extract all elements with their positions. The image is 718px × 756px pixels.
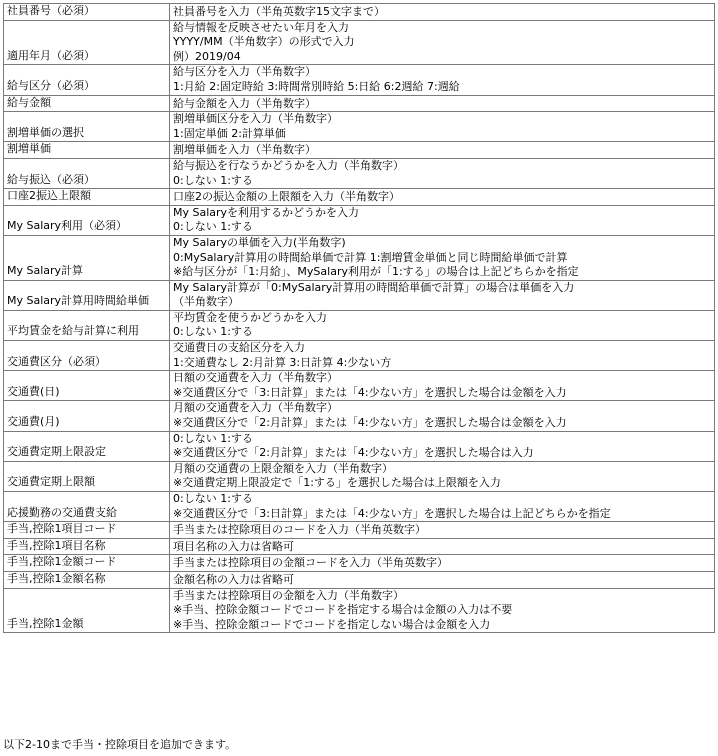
description-line: ※手当、控除金額コードでコードを指定する場合は金額の入力は不要 <box>173 603 513 617</box>
description-line: 0:しない 1:する <box>173 492 253 505</box>
field-name-cell: 手当,控除1金額名称 <box>4 571 170 588</box>
description-line: 口座2の振込金額の上限額を入力（半角数字） <box>173 190 400 204</box>
field-name-cell: 応援勤務の交通費支給 <box>4 492 170 522</box>
table-row <box>4 158 715 188</box>
field-description-cell <box>170 20 715 65</box>
description-line: 0:MySalary計算用の時間給単価で計算 1:割増賃金単価と同じ時間給単価で計算 <box>173 250 568 264</box>
field-name-cell: 交通費区分（必須） <box>4 341 170 371</box>
field-spec-table-body <box>4 4 715 633</box>
description-line: 割増単価区分を入力（半角数字） <box>173 112 338 126</box>
description-line: ※交通費区分で「3:日計算」または「4:少ない方」を選択した場合は金額を入力 <box>173 385 567 399</box>
table-row <box>4 235 715 280</box>
description-line: 0:しない 1:する <box>173 220 253 234</box>
field-description-cell <box>170 538 715 555</box>
field-description-cell <box>170 522 715 539</box>
description-line: ※交通費区分で「3:日計算」または「4:少ない方」を選択した場合は上記どちらかを指定 <box>173 506 611 520</box>
field-name-cell: 給与金額 <box>4 95 170 112</box>
table-row <box>4 65 715 95</box>
description-line: ※交通費区分で「2:月計算」または「4:少ない方」を選択した場合は入力 <box>173 446 534 460</box>
description-line: My Salary計算が「0:MySalary計算用の時間給単価で計算」の場合は単価を入力 <box>173 280 575 294</box>
description-line: My Salaryの単価を入力(半角数字) <box>173 235 346 249</box>
description-line: 手当または控除項目の金額を入力（半角数字） <box>173 588 404 602</box>
table-row <box>4 189 715 206</box>
description-line: 給与振込を行なうかどうかを入力（半角数字） <box>173 158 404 172</box>
description-line: 月額の交通費を入力（半角数字） <box>173 401 338 415</box>
field-name-cell: 平均賃金を給与計算に利用 <box>4 310 170 340</box>
description-line: 0:しない 1:する <box>173 173 253 187</box>
field-name-cell: 割増単価 <box>4 142 170 159</box>
field-name-cell: 交通費定期上限額 <box>4 461 170 491</box>
field-description-cell <box>170 280 715 310</box>
table-row <box>4 142 715 159</box>
table-row <box>4 205 715 235</box>
field-name-cell: 手当,控除1項目名称 <box>4 538 170 555</box>
table-row <box>4 341 715 371</box>
field-name-cell: 交通費(月) <box>4 401 170 431</box>
description-line: 例）2019/04 <box>173 49 241 63</box>
table-row <box>4 431 715 461</box>
field-name-cell: My Salary計算 <box>4 235 170 280</box>
description-line: 金額名称の入力は省略可 <box>173 572 294 586</box>
field-description-cell <box>170 571 715 588</box>
table-row <box>4 538 715 555</box>
field-description-cell <box>170 235 715 280</box>
field-description-cell <box>170 142 715 159</box>
description-line: 日額の交通費を入力（半角数字） <box>173 371 338 385</box>
field-description-cell <box>170 555 715 572</box>
field-description-cell <box>170 310 715 340</box>
field-name-cell: 交通費(日) <box>4 371 170 401</box>
table-row <box>4 112 715 142</box>
description-line: 1:交通費なし 2:月計算 3:日計算 4:少ない方 <box>173 355 392 369</box>
field-name-cell: My Salary利用（必須） <box>4 205 170 235</box>
description-line: 月額の交通費の上限金額を入力（半角数字） <box>173 461 393 475</box>
description-line: ※給与区分が「1:月給」、MySalary利用が「1:する」の場合は上記どちらかを指定 <box>173 265 579 279</box>
field-description-cell <box>170 401 715 431</box>
description-line: 社員番号を入力（半角英数字15文字まで） <box>173 5 385 18</box>
description-line: 平均賃金を使うかどうかを入力 <box>173 310 327 324</box>
field-description-cell <box>170 205 715 235</box>
table-row <box>4 522 715 539</box>
table-row <box>4 20 715 65</box>
table-row <box>4 571 715 588</box>
field-description-cell <box>170 4 715 21</box>
field-spec-table <box>3 3 715 633</box>
description-line: 手当または控除項目のコードを入力（半角英数字） <box>173 523 426 537</box>
table-row <box>4 371 715 401</box>
table-row <box>4 280 715 310</box>
field-description-cell <box>170 158 715 188</box>
field-name-cell: My Salary計算用時間給単価 <box>4 280 170 310</box>
description-line: 0:しない 1:する <box>173 431 253 445</box>
field-description-cell <box>170 492 715 522</box>
table-row <box>4 461 715 491</box>
field-name-cell: 社員番号（必須） <box>4 4 170 21</box>
description-line: 給与情報を反映させたい年月を入力 <box>173 20 349 34</box>
field-name-cell: 給与振込（必須） <box>4 158 170 188</box>
description-line: 1:固定単価 2:計算単価 <box>173 126 286 140</box>
field-description-cell <box>170 371 715 401</box>
description-line: My Salaryを利用するかどうかを入力 <box>173 205 360 219</box>
description-line: 割増単価を入力（半角数字） <box>173 143 316 157</box>
field-description-cell <box>170 431 715 461</box>
description-line: 0:しない 1:する <box>173 325 253 339</box>
field-description-cell <box>170 95 715 112</box>
field-name-cell: 交通費定期上限設定 <box>4 431 170 461</box>
description-line: 交通費日の支給区分を入力 <box>173 341 305 355</box>
table-row <box>4 95 715 112</box>
table-row <box>4 492 715 522</box>
table-row <box>4 310 715 340</box>
field-name-cell: 口座2振込上限額 <box>4 189 170 206</box>
field-description-cell <box>170 112 715 142</box>
description-line: ※手当、控除金額コードでコードを指定しない場合は金額を入力 <box>173 617 491 631</box>
field-description-cell <box>170 189 715 206</box>
description-line: 手当または控除項目の金額コードを入力（半角英数字） <box>173 556 448 570</box>
description-line: 1:月給 2:固定時給 3:時間常別時給 5:日給 6:2週給 7:週給 <box>173 79 460 93</box>
description-line: （半角数字） <box>173 295 239 309</box>
description-line: YYYY/MM（半角数字）の形式で入力 <box>173 35 355 49</box>
description-line: 項目名称の入力は省略可 <box>173 539 294 553</box>
field-description-cell <box>170 341 715 371</box>
field-name-cell: 割増単価の選択 <box>4 112 170 142</box>
field-name-cell: 手当,控除1金額コード <box>4 555 170 572</box>
table-row <box>4 401 715 431</box>
description-line: 給与金額を入力（半角数字） <box>173 96 316 110</box>
field-name-cell: 適用年月（必須） <box>4 20 170 65</box>
table-row <box>4 588 715 633</box>
description-line: 給与区分を入力（半角数字） <box>173 65 316 79</box>
field-name-cell: 手当,控除1項目コード <box>4 522 170 539</box>
field-name-cell: 給与区分（必須） <box>4 65 170 95</box>
description-line: ※交通費定期上限設定で「1:する」を選択した場合は上限額を入力 <box>173 476 501 490</box>
table-row <box>4 555 715 572</box>
description-line: ※交通費区分で「2:月計算」または「4:少ない方」を選択した場合は金額を入力 <box>173 416 567 430</box>
field-name-cell: 手当,控除1金額 <box>4 588 170 633</box>
field-description-cell <box>170 588 715 633</box>
footnote: 以下2-10まで手当・控除項目を追加できます。 <box>3 738 237 751</box>
field-description-cell <box>170 461 715 491</box>
table-row <box>4 4 715 21</box>
field-description-cell <box>170 65 715 95</box>
